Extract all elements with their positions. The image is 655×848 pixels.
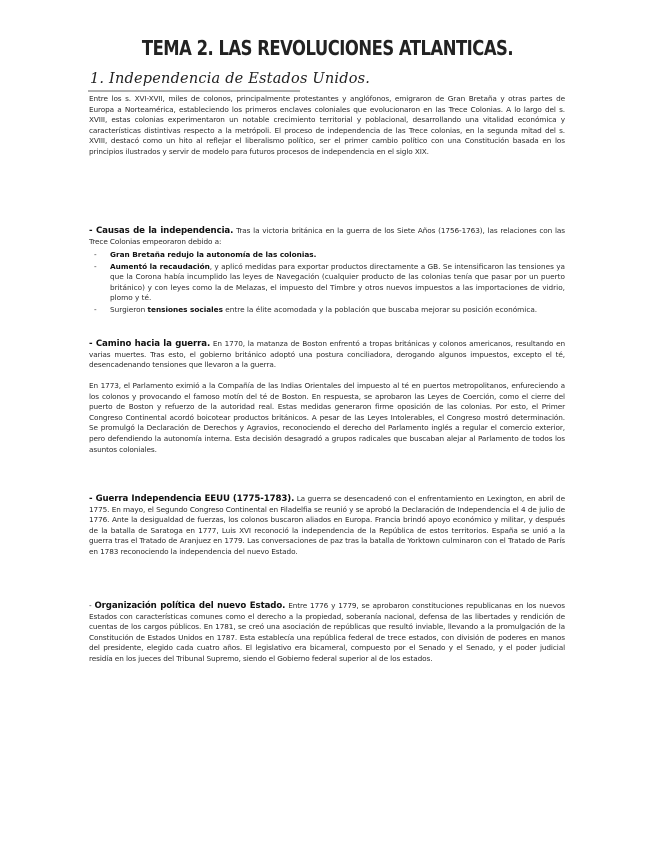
causas-text: Tras la victoria británica en la guerra de los Siete Años (1756-1763), las relaciones con las Trece Colonias empeoraron debido a: bbox=[89, 226, 565, 246]
camino-paragraph bbox=[89, 339, 565, 371]
bullet-dash: - bbox=[94, 304, 97, 314]
list-item bbox=[89, 262, 565, 304]
bullet-dash: - bbox=[94, 250, 97, 259]
camino-heading: - Camino hacia la guerra. bbox=[89, 339, 211, 349]
guerra-text: La guerra se desencadenó con el enfrentamiento en Lexington, en abril de 1775. En mayo, el Segundo Congreso Continental en Filadelfia se reunió y se aprobó la Declaración de Independencia el 4 de julio de 1776. Ante la desigualdad de fuerzas, los colonos buscaron aliados en Europa. Francia brindó apoyo económico y militar, y después de la batalla de Saratoga en 1777, Luis XVI reconoció la independencia de la República de estos territorios. España se unió a la guerra tras el Tratado de Aranjuez en 1779. Las conversaciones de paz tras la batalla de Yorktown culminaron con el Tratado de París en 1783 reconociendo la independencia del nuevo Estado. bbox=[89, 494, 565, 556]
causas-list bbox=[89, 250, 565, 317]
heading-underline bbox=[88, 90, 300, 92]
list-item-bold: Aumentó la recaudación bbox=[110, 261, 210, 271]
page-title: TEMA 2. LAS REVOLUCIONES ATLANTICAS. bbox=[141, 36, 514, 60]
list-item bbox=[89, 305, 565, 316]
guerra-paragraph bbox=[89, 494, 565, 558]
guerra-heading: - Guerra Independencia EEUU (1775-1783). bbox=[89, 494, 295, 504]
camino-paragraph-2: En 1773, el Parlamento eximió a la Compañía de las Indias Orientales del impuesto al té en puertos metropolitanos, enfureciendo a los colonos y provocando el famoso motín del té de Boston. En respuesta, se aprobaron las Leyes de Coerción, como el cierre del puerto de Boston y refuerzo de la autoridad real. Estas medidas generaron firme oposición de las colonias. Por esto, el Primer Congreso Continental acordó boicotear productos británicos. A pesar de las Leyes Intolerables, el Congreso mostró determinación. Se promulgó la Declaración de Derechos y Agravios, reconociendo el derecho del Parlamento inglés a regular el comercio exterior, pero defendiendo la autonomía interna. Esta decisión desagradó a grupos radicales que buscaban alejar al Parlamento de todos los asuntos coloniales. bbox=[89, 381, 565, 454]
list-item-bold: Gran Bretaña redujo la autonomía de las colonias. bbox=[110, 250, 317, 259]
list-item-bold: tensiones sociales bbox=[147, 304, 223, 314]
list-item bbox=[89, 250, 565, 261]
organizacion-paragraph bbox=[89, 601, 565, 665]
organizacion-text: Entre 1776 y 1779, se aprobaron constituciones republicanas en los nuevos Estados con características comunes como el derecho a la propiedad, soberanía nacional, defensa de las libertades y rendición de cuentas de los cargos públicos. En 1781, se creó una asociación de repúblicas que resultó inviable, llevando a la promulgación de la Constitución de Estados Unidos en 1787. Esta establecía una república federal de trece estados, con división de poderes en manos del presidente, elegido cada cuatro años. El legislativo era bicameral, compuesto por el Senado y el Senado, y el poder judicial residía en los jueces del Tribunal Supremo, siendo el Gobierno federal superior al de los estados. bbox=[89, 601, 565, 663]
causas-heading: - Causas de la independencia. bbox=[89, 226, 234, 236]
organizacion-heading-prefix: - bbox=[89, 601, 95, 610]
intro-paragraph: Entre los s. XVI-XVII, miles de colonos, principalmente protestantes y anglófonos, emigraron de Gran Bretaña y otras partes de Europa a Norteamérica, estableciendo los primeros enclaves coloniales que evolucionaron en las Trece Colonias. A lo largo del s. XVIII, estas colonias experimentaron un notable crecimiento territorial y poblacional, desarrollando una vitalidad económica y características distintivas respecto a la metrópoli. El proceso de independencia de las Trece colonias, en la segunda mitad del s. XVIII, destacó como un hito al reflejar el liberalismo político, ser el primer cambio político con una Constitución basada en los principios ilustrados y servir de modelo para futuros procesos de independencia en el siglo XIX. bbox=[89, 94, 565, 156]
causas-paragraph bbox=[89, 226, 565, 247]
camino-text-1: En 1770, la matanza de Boston enfrentó a tropas británicas y colonos americanos, resultando en varias muertes. Tras esto, el gobierno británico adoptó una postura conciliadora, derogando algunos impuestos, excepto el té, desencadenando tensiones que llevaron a la guerra. bbox=[89, 339, 565, 370]
bullet-dash: - bbox=[94, 261, 97, 271]
list-item-text: entre la élite acomodada y la población que buscaba mejorar su posición económica. bbox=[222, 304, 538, 314]
list-item-text: , y aplicó medidas para exportar productos directamente a GB. Se intensificaron las tensiones ya que la Corona había incumplido las leyes de Navegación (cualquier producto de las colonias tenía que pasar por un puerto británico) y con leyes como la de Melazas, el impuesto del Timbre y otros nuevos impuestos a las importaciones de vidrio, plomo y té. bbox=[110, 261, 565, 303]
organizacion-heading: Organización política del nuevo Estado. bbox=[94, 601, 286, 611]
list-item-prefix: Surgieron bbox=[110, 304, 148, 314]
section-heading: 1. Independencia de Estados Unidos. bbox=[90, 71, 371, 87]
